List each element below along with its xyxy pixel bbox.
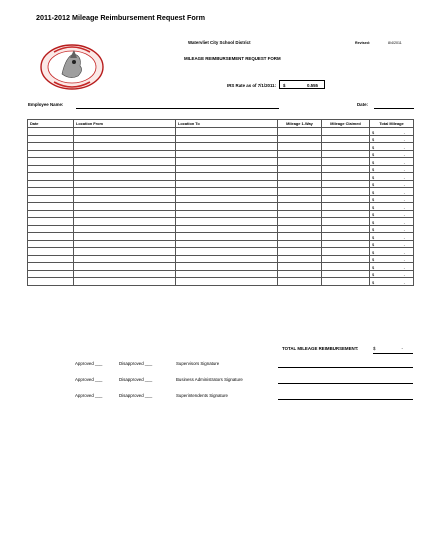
location-from-cell[interactable]	[74, 195, 176, 203]
table-row	[28, 225, 414, 233]
amount-value: -	[403, 279, 405, 285]
amount-value: -	[403, 152, 405, 157]
currency-symbol: $	[372, 137, 375, 142]
total-mileage-cell	[370, 180, 414, 188]
date-cell[interactable]	[28, 195, 74, 203]
currency-symbol: $	[372, 159, 375, 165]
mileage-claimed-cell[interactable]	[322, 158, 370, 166]
mileage-one-way-cell[interactable]	[278, 225, 322, 233]
location-from-cell[interactable]	[74, 188, 176, 196]
table-row	[28, 233, 414, 241]
signature-label: Business Administrators Signature	[176, 377, 243, 382]
header-date: Date	[28, 120, 74, 128]
location-to-cell[interactable]	[176, 278, 278, 286]
total-mileage-cell	[370, 203, 414, 211]
table-row	[28, 210, 414, 218]
total-mileage-cell	[370, 218, 414, 226]
mileage-claimed-cell[interactable]	[322, 255, 370, 263]
signature-label: Superintendents Signature	[176, 393, 228, 398]
location-from-cell[interactable]	[74, 255, 176, 263]
table-row	[28, 165, 414, 173]
currency-symbol: $	[372, 279, 375, 285]
location-to-cell[interactable]	[176, 150, 278, 158]
mileage-one-way-cell[interactable]	[278, 188, 322, 196]
location-from-cell[interactable]	[74, 135, 176, 143]
currency-symbol: $	[372, 167, 375, 172]
mileage-one-way-cell[interactable]	[278, 195, 322, 203]
amount-value: -	[403, 174, 405, 180]
mileage-one-way-cell[interactable]	[278, 278, 322, 286]
table-row	[28, 248, 414, 256]
amount-value: -	[403, 212, 405, 217]
table-row	[28, 128, 414, 136]
location-to-cell[interactable]	[176, 225, 278, 233]
approval-row-supervisor	[0, 361, 428, 371]
location-from-cell[interactable]	[74, 248, 176, 256]
location-to-cell[interactable]	[176, 270, 278, 278]
mileage-claimed-cell[interactable]	[322, 173, 370, 181]
currency-symbol: $	[372, 174, 375, 180]
amount-value: -	[403, 264, 405, 270]
mileage-claimed-cell[interactable]	[322, 180, 370, 188]
date-cell[interactable]	[28, 255, 74, 263]
date-cell[interactable]	[28, 165, 74, 173]
mileage-one-way-cell[interactable]	[278, 180, 322, 188]
table-row	[28, 135, 414, 143]
approved-option[interactable]: Approved ___	[75, 393, 103, 398]
location-from-cell[interactable]	[74, 233, 176, 241]
total-mileage-cell	[370, 165, 414, 173]
mileage-one-way-cell[interactable]	[278, 210, 322, 218]
page-title: 2011-2012 Mileage Reimbursement Request Form	[36, 13, 205, 22]
date-cell[interactable]	[28, 158, 74, 166]
date-cell[interactable]	[28, 263, 74, 271]
mileage-claimed-cell[interactable]	[322, 248, 370, 256]
location-from-cell[interactable]	[74, 203, 176, 211]
location-to-cell[interactable]	[176, 195, 278, 203]
approval-row-business-admin	[0, 377, 428, 387]
mileage-claimed-cell[interactable]	[322, 150, 370, 158]
header-total-mileage: Total Mileage	[370, 120, 414, 128]
amount-value: -	[403, 242, 405, 247]
location-from-cell[interactable]	[74, 263, 176, 271]
employee-name-label: Employee Name:	[28, 102, 64, 107]
table-row	[28, 240, 414, 248]
total-value: -	[401, 346, 403, 351]
date-field[interactable]	[374, 108, 414, 109]
date-cell[interactable]	[28, 278, 74, 286]
location-from-cell[interactable]	[74, 225, 176, 233]
date-cell[interactable]	[28, 180, 74, 188]
mileage-claimed-cell[interactable]	[322, 210, 370, 218]
mileage-one-way-cell[interactable]	[278, 150, 322, 158]
location-to-cell[interactable]	[176, 128, 278, 136]
mileage-claimed-cell[interactable]	[322, 218, 370, 226]
location-to-cell[interactable]	[176, 180, 278, 188]
amount-value: -	[403, 167, 405, 172]
mileage-claimed-cell[interactable]	[322, 278, 370, 286]
amount-value: -	[403, 249, 405, 255]
date-cell[interactable]	[28, 128, 74, 136]
date-cell[interactable]	[28, 270, 74, 278]
date-cell[interactable]	[28, 203, 74, 211]
total-mileage-cell	[370, 263, 414, 271]
table-row	[28, 143, 414, 151]
mileage-claimed-cell[interactable]	[322, 240, 370, 248]
employee-name-field[interactable]	[76, 108, 279, 109]
mileage-one-way-cell[interactable]	[278, 270, 322, 278]
table-row	[28, 218, 414, 226]
mileage-one-way-cell[interactable]	[278, 135, 322, 143]
location-to-cell[interactable]	[176, 240, 278, 248]
amount-value: -	[403, 182, 405, 187]
irs-rate-value: 0.555	[307, 83, 318, 88]
irs-rate-label: IRS Rate as of 7/1/2011:	[227, 83, 277, 88]
mileage-claimed-cell[interactable]	[322, 203, 370, 211]
currency-symbol: $	[372, 152, 375, 157]
mileage-claimed-cell[interactable]	[322, 188, 370, 196]
amount-value: -	[403, 204, 405, 210]
revised-label: Revised:	[355, 41, 370, 45]
location-from-cell[interactable]	[74, 210, 176, 218]
currency-symbol: $	[372, 242, 375, 247]
total-reimbursement-label: TOTAL MILEAGE REIMBURSEMENT:	[282, 346, 359, 351]
total-mileage-cell	[370, 225, 414, 233]
date-cell[interactable]	[28, 143, 74, 151]
date-cell[interactable]	[28, 173, 74, 181]
total-mileage-cell	[370, 173, 414, 181]
location-to-cell[interactable]	[176, 135, 278, 143]
amount-value: -	[403, 234, 405, 240]
district-logo	[40, 44, 104, 90]
date-cell[interactable]	[28, 210, 74, 218]
location-to-cell[interactable]	[176, 218, 278, 226]
mileage-claimed-cell[interactable]	[322, 233, 370, 241]
total-mileage-cell	[370, 188, 414, 196]
currency-symbol: $	[372, 264, 375, 270]
total-mileage-cell	[370, 270, 414, 278]
date-cell[interactable]	[28, 225, 74, 233]
location-to-cell[interactable]	[176, 188, 278, 196]
mileage-one-way-cell[interactable]	[278, 248, 322, 256]
irs-rate-field[interactable]	[279, 80, 325, 89]
approval-row-superintendent	[0, 393, 428, 403]
location-to-cell[interactable]	[176, 210, 278, 218]
header-mileage-one-way: Mileage 1-Way	[278, 120, 322, 128]
signature-line[interactable]	[278, 383, 413, 384]
location-to-cell[interactable]	[176, 203, 278, 211]
location-from-cell[interactable]	[74, 270, 176, 278]
disapproved-option[interactable]: Disapproved ___	[119, 361, 153, 366]
district-name: Watervliet City School District	[188, 40, 251, 45]
amount-value: -	[403, 189, 405, 195]
mileage-one-way-cell[interactable]	[278, 233, 322, 241]
header-location-to: Location To	[176, 120, 278, 128]
mileage-claimed-cell[interactable]	[322, 270, 370, 278]
amount-value: -	[403, 159, 405, 165]
date-cell[interactable]	[28, 135, 74, 143]
location-to-cell[interactable]	[176, 165, 278, 173]
signature-label: Supervisors Signature	[176, 361, 220, 366]
amount-value: -	[403, 197, 405, 202]
mileage-one-way-cell[interactable]	[278, 128, 322, 136]
table-row	[28, 278, 414, 286]
signature-line[interactable]	[278, 367, 413, 368]
location-to-cell[interactable]	[176, 173, 278, 181]
mileage-one-way-cell[interactable]	[278, 255, 322, 263]
currency-symbol: $	[372, 227, 375, 232]
total-mileage-cell	[370, 233, 414, 241]
location-to-cell[interactable]	[176, 248, 278, 256]
table-row	[28, 270, 414, 278]
total-mileage-cell	[370, 128, 414, 136]
total-mileage-cell	[370, 240, 414, 248]
signature-line[interactable]	[278, 399, 413, 400]
form-name: MILEAGE REIMBURSEMENT REQUEST FORM	[184, 56, 281, 61]
total-mileage-cell	[370, 255, 414, 263]
header-mileage-claimed: Mileage Claimed	[322, 120, 370, 128]
amount-value: -	[403, 129, 405, 135]
mileage-claimed-cell[interactable]	[322, 165, 370, 173]
location-from-cell[interactable]	[74, 165, 176, 173]
amount-value: -	[403, 137, 405, 142]
date-cell[interactable]	[28, 150, 74, 158]
amount-value: -	[403, 227, 405, 232]
total-mileage-cell	[370, 248, 414, 256]
amount-value: -	[403, 257, 405, 262]
location-from-cell[interactable]	[74, 180, 176, 188]
table-row	[28, 195, 414, 203]
total-mileage-cell	[370, 143, 414, 151]
mileage-claimed-cell[interactable]	[322, 143, 370, 151]
total-mileage-cell	[370, 195, 414, 203]
currency-symbol: $	[372, 249, 375, 255]
mileage-one-way-cell[interactable]	[278, 173, 322, 181]
table-row	[28, 263, 414, 271]
mileage-claimed-cell[interactable]	[322, 263, 370, 271]
table-row	[28, 188, 414, 196]
total-reimbursement-field	[373, 345, 413, 354]
table-row	[28, 180, 414, 188]
currency-symbol: $	[372, 234, 375, 240]
currency-symbol: $	[372, 212, 375, 217]
mileage-one-way-cell[interactable]	[278, 203, 322, 211]
amount-value: -	[403, 219, 405, 225]
approved-option[interactable]: Approved ___	[75, 361, 103, 366]
location-to-cell[interactable]	[176, 158, 278, 166]
location-to-cell[interactable]	[176, 255, 278, 263]
total-mileage-cell	[370, 278, 414, 286]
currency-symbol: $	[372, 204, 375, 210]
date-cell[interactable]	[28, 218, 74, 226]
location-to-cell[interactable]	[176, 143, 278, 151]
total-currency: $	[373, 346, 376, 351]
amount-value: -	[403, 144, 405, 150]
mileage-one-way-cell[interactable]	[278, 143, 322, 151]
mileage-claimed-cell[interactable]	[322, 135, 370, 143]
mileage-one-way-cell[interactable]	[278, 218, 322, 226]
mileage-one-way-cell[interactable]	[278, 263, 322, 271]
approved-option[interactable]: Approved ___	[75, 377, 103, 382]
table-row	[28, 255, 414, 263]
table-row	[28, 203, 414, 211]
location-from-cell[interactable]	[74, 278, 176, 286]
total-mileage-cell	[370, 158, 414, 166]
date-cell[interactable]	[28, 240, 74, 248]
date-cell[interactable]	[28, 188, 74, 196]
mileage-one-way-cell[interactable]	[278, 165, 322, 173]
location-from-cell[interactable]	[74, 158, 176, 166]
currency-symbol: $	[372, 144, 375, 150]
table-row	[28, 173, 414, 181]
mileage-table	[27, 119, 414, 286]
mileage-claimed-cell[interactable]	[322, 128, 370, 136]
currency-symbol: $	[372, 219, 375, 225]
mileage-claimed-cell[interactable]	[322, 225, 370, 233]
table-header-row	[28, 120, 414, 128]
currency-symbol: $	[372, 129, 375, 135]
location-from-cell[interactable]	[74, 218, 176, 226]
mileage-claimed-cell[interactable]	[322, 195, 370, 203]
total-mileage-cell	[370, 150, 414, 158]
disapproved-option[interactable]: Disapproved ___	[119, 377, 153, 382]
location-from-cell[interactable]	[74, 143, 176, 151]
amount-value: -	[403, 272, 405, 277]
disapproved-option[interactable]: Disapproved ___	[119, 393, 153, 398]
location-from-cell[interactable]	[74, 173, 176, 181]
date-cell[interactable]	[28, 233, 74, 241]
irs-rate-currency: $	[283, 83, 286, 88]
currency-symbol: $	[372, 197, 375, 202]
total-mileage-cell	[370, 135, 414, 143]
table-row	[28, 150, 414, 158]
location-to-cell[interactable]	[176, 233, 278, 241]
currency-symbol: $	[372, 257, 375, 262]
mileage-one-way-cell[interactable]	[278, 158, 322, 166]
currency-symbol: $	[372, 189, 375, 195]
total-mileage-cell	[370, 210, 414, 218]
currency-symbol: $	[372, 182, 375, 187]
location-from-cell[interactable]	[74, 150, 176, 158]
table-row	[28, 158, 414, 166]
date-label: Date:	[357, 102, 368, 107]
mileage-one-way-cell[interactable]	[278, 240, 322, 248]
date-cell[interactable]	[28, 248, 74, 256]
currency-symbol: $	[372, 272, 375, 277]
location-to-cell[interactable]	[176, 263, 278, 271]
header-location-from: Location From	[74, 120, 176, 128]
location-from-cell[interactable]	[74, 128, 176, 136]
location-from-cell[interactable]	[74, 240, 176, 248]
revised-date: 8/4/2011	[388, 41, 402, 45]
